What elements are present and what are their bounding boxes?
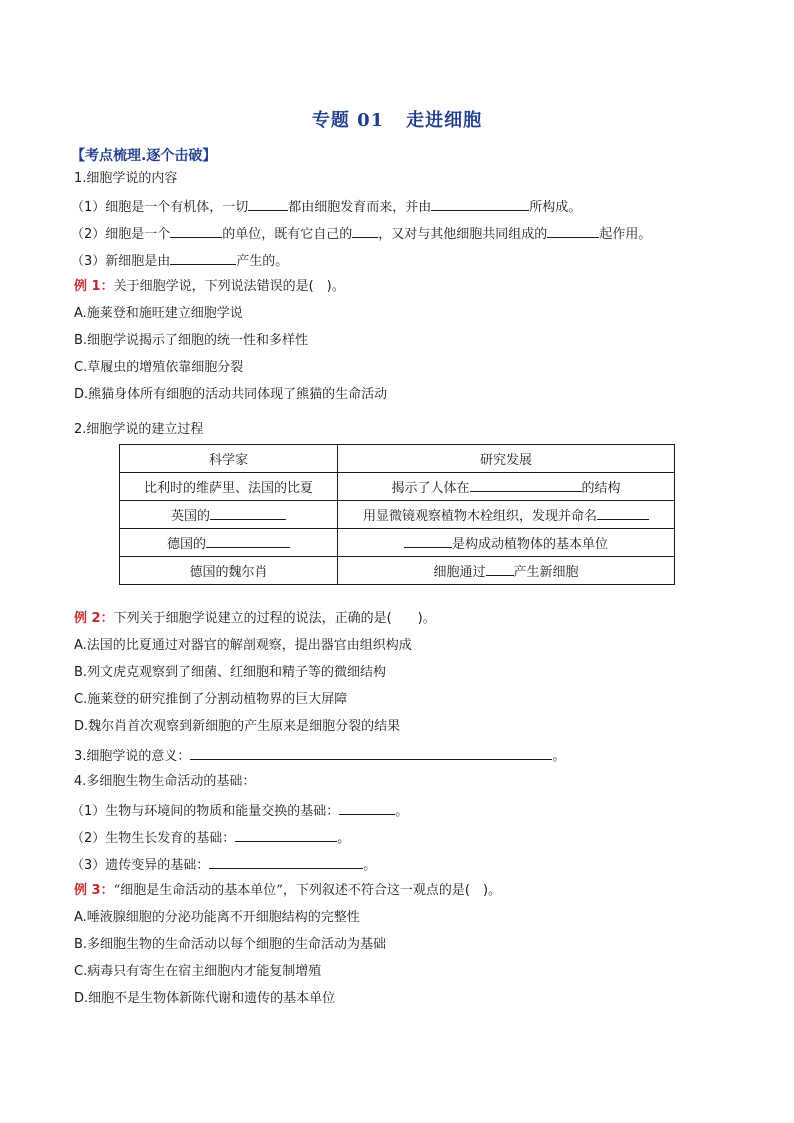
example3-option-a: A.唾液腺细胞的分泌功能离不开细胞结构的完整性: [74, 910, 360, 925]
blank[interactable]: [597, 506, 649, 520]
example2-option-b: B.列文虎克观察到了细菌、红细胞和精子等的微细结构: [74, 665, 387, 680]
title-text: 走进细胞: [406, 110, 483, 131]
blank[interactable]: [486, 562, 514, 576]
blank[interactable]: [170, 251, 236, 265]
table-cell: 细胞通过 产生新细胞: [338, 557, 675, 585]
table-cell: 德国的: [120, 529, 338, 557]
s4-line3: （3）遗传变异的基础： 。: [71, 855, 376, 875]
example3-option-c: C.病毒只有寄生在宿主细胞内才能复制增殖: [74, 964, 322, 979]
blank[interactable]: [210, 506, 286, 520]
table-cell: 揭示了人体在 的结构: [338, 473, 675, 501]
example3-stem: 例 3：“细胞是生命活动的基本单位”，下列叙述不符合这一观点的是( )。: [74, 883, 502, 898]
example2-option-c: C.施莱登的研究推倒了分割动植物界的巨大屏障: [74, 692, 348, 707]
example1-option-a: A.施莱登和施旺建立细胞学说: [74, 306, 243, 321]
blank[interactable]: [431, 197, 529, 211]
blank[interactable]: [352, 224, 378, 238]
blank[interactable]: [209, 855, 363, 869]
table-cell: 比利时的维萨里、法国的比夏: [120, 473, 338, 501]
blank[interactable]: [170, 224, 222, 238]
s4-heading: 4.多细胞生物生命活动的基础：: [74, 774, 256, 789]
s1-heading: 1.细胞学说的内容: [74, 171, 178, 186]
example1-option-c: C.草履虫的增殖依靠细胞分裂: [74, 360, 244, 375]
example1-option-d: D.熊猫身体所有细胞的活动共同体现了熊猫的生命活动: [74, 387, 388, 402]
scientist-table: [119, 444, 675, 585]
s1-line2: （2）细胞是一个 的单位，既有它自己的 ，又对与其他细胞共同组成的 起作用。: [71, 224, 651, 244]
example1-option-b: B.细胞学说揭示了细胞的统一性和多样性: [74, 333, 309, 348]
page-title: [0, 106, 794, 132]
example-label: 例 1：: [74, 279, 114, 294]
example2-option-a: A.法国的比夏通过对器官的解剖观察，提出器官由组织构成: [74, 638, 412, 653]
blank[interactable]: [339, 801, 395, 815]
table-row: [120, 557, 675, 585]
s1-line3: （3）新细胞是由 产生的。: [71, 251, 288, 271]
example3-option-b: B.多细胞生物的生命活动以每个细胞的生命活动为基础: [74, 937, 387, 952]
s2-heading: 2.细胞学说的建立过程: [74, 422, 204, 437]
s4-line2: （2）生物生长发育的基础： 。: [71, 828, 350, 848]
example2-option-d: D.魏尔肖首次观察到新细胞的产生原来是细胞分裂的结果: [74, 719, 401, 734]
example1-stem: 例 1：关于细胞学说，下列说法错误的是( )。: [74, 279, 345, 294]
blank[interactable]: [190, 746, 552, 760]
table-row: [120, 501, 675, 529]
table-row: [120, 473, 675, 501]
table-header-cell: 研究发展: [338, 445, 675, 473]
blank[interactable]: [235, 828, 337, 842]
table-row: [120, 529, 675, 557]
table-cell: 用显微镜观察植物木栓组织，发现并命名: [338, 501, 675, 529]
blank[interactable]: [248, 197, 288, 211]
blank[interactable]: [547, 224, 599, 238]
blank[interactable]: [470, 478, 582, 492]
s4-line1: （1）生物与环境间的物质和能量交换的基础： 。: [71, 801, 408, 821]
table-header-row: [120, 445, 675, 473]
section-heading: 【考点梳理.逐个击破】: [71, 148, 217, 164]
table-cell: 是构成动植物体的基本单位: [338, 529, 675, 557]
example-label: 例 3：: [74, 883, 114, 898]
example3-option-d: D.细胞不是生物体新陈代谢和遗传的基本单位: [74, 991, 336, 1006]
example2-stem: 例 2：下列关于细胞学说建立的过程的说法，正确的是( )。: [74, 611, 436, 626]
s1-line1: （1）细胞是一个有机体，一切 都由细胞发育而来，并由 所构成。: [71, 197, 581, 217]
example-label: 例 2：: [74, 611, 114, 626]
blank[interactable]: [404, 534, 452, 548]
table-cell: 英国的: [120, 501, 338, 529]
title-number: 专题 01: [311, 110, 385, 131]
s3-line: 3.细胞学说的意义： 。: [74, 746, 565, 766]
table-header-cell: 科学家: [120, 445, 338, 473]
table-cell: 德国的魏尔肖: [120, 557, 338, 585]
blank[interactable]: [206, 534, 290, 548]
